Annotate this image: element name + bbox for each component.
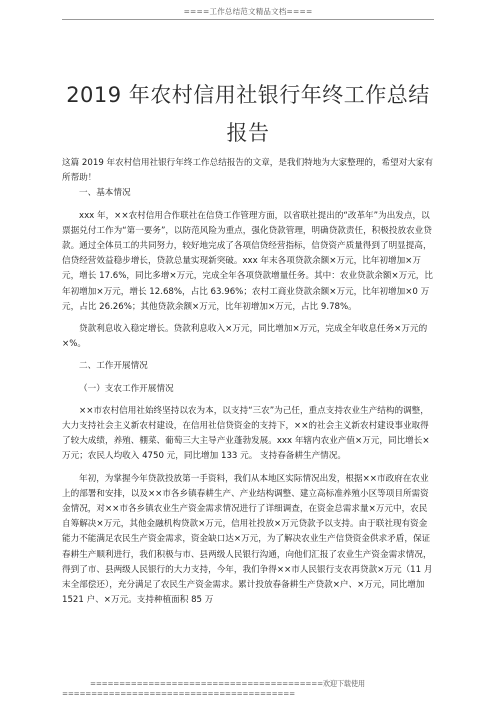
section-heading-work: 二、工作开展情况	[79, 361, 148, 372]
spacer	[62, 375, 434, 382]
body-paragraph: 年初，为掌握今年贷款投放第一手资料，我们从本地区实际情况出发，根据××市政府在农业上的部署和安排，以及××市各乡镇春耕生产、产业结构调整、建立高标准养殖小区等项目所需资金情况，对××市各乡镇农业生产资金需求情况进行了详细调查，在资金总需求量×万元中，农民自筹解决×万元，其他金融机构贷款×万元，信用社投放×万元贷款予以支持。由于联社现有资金能力不能满足农民生产资金需求，资金缺口达×万元，为了解决农业生产信贷资金供求矛盾，保证春耕生产顺利进行，我们积极与市、县两级人民银行沟通，向他们汇报了农业生产资金需求情况，得到了市、县两级人民银行的大力支持，今年，我们争得××市人民银行支农再贷款×万元（11 月末全部偿还），充分满足了农民生产资金需求。累计投放春备耕生产贷款×户、×万元，同比增加 1521 户、×万元。支持种植面积 85 万	[62, 473, 433, 606]
body-paragraph: xxx 年，××农村信用合作联社在信贷工作管理方面，以省联社提出的“改革年”为出发点，以票据兑付工作为“第一要务”，以防范风险为重点，强化贷款管理，明确贷款责任，积极投放农业贷款。通过全体员工的共同努力，较好地完成了各项信贷经营指标，信贷资产质量得到了明显提高，信贷经营效益稳步增长，贷款总量实现新突破。xxx 年末各项贷款余额×万元，比年初增加×万元，增长 17.6%，同比多增×万元，完成全年各项贷款增量任务。其中：农业贷款余额×万元，比年初增加×万元，增长 12.68%，占比 63.96%；农村工商业贷款余额×万元，比年初增加×0 万元，占比 26.26%；其他贷款余额×万元，比年初增加×万元，占比 9.78%。	[62, 210, 433, 312]
footer-download-note: ========================================欢迎下载使用	[90, 679, 365, 688]
body-paragraph: 贷款利息收入稳定增长。贷款利息收入×万元，同比增加×万元，完成全年收息任务×万元的×%。	[62, 324, 428, 350]
spacer	[62, 315, 434, 322]
spacer	[62, 352, 434, 359]
footer-rule-text: ========================================	[62, 689, 295, 698]
document-title: 2019 年农村信用社银行年终工作总结报告	[66, 83, 430, 146]
spacer	[62, 202, 434, 209]
spacer	[62, 397, 434, 404]
document-header-banner: ====工作总结范文精品文档====	[183, 7, 313, 16]
intro-paragraph: 这篇 2019 年农村信用社银行年终工作总结报告的文章，是我们特地为大家整理的，希望对大家有所帮助！	[62, 158, 434, 184]
document-body	[62, 156, 434, 608]
body-paragraph: ××市农村信用社始终坚持以农为本，以支持“三农”为己任，重点支持农业生产结构的调整，大力支持社会主义新农村建设，在信用社信贷资金的支持下，××的社会主义新农村建设事业取得了较大成绩，养殖、棚菜、葡萄三大主导产业蓬勃发展。xxx 年辖内农业产值×万元，同比增长×万元；农民人均收入 4750 元，同比增加 133 元。 支持春备耕生产情况。	[62, 405, 430, 462]
spacer	[62, 465, 434, 472]
header-divider	[62, 19, 434, 20]
section-heading-basic: 一、基本情况	[79, 188, 131, 199]
subsection-heading-agri-support: （一）支农工作开展情况	[79, 383, 174, 394]
